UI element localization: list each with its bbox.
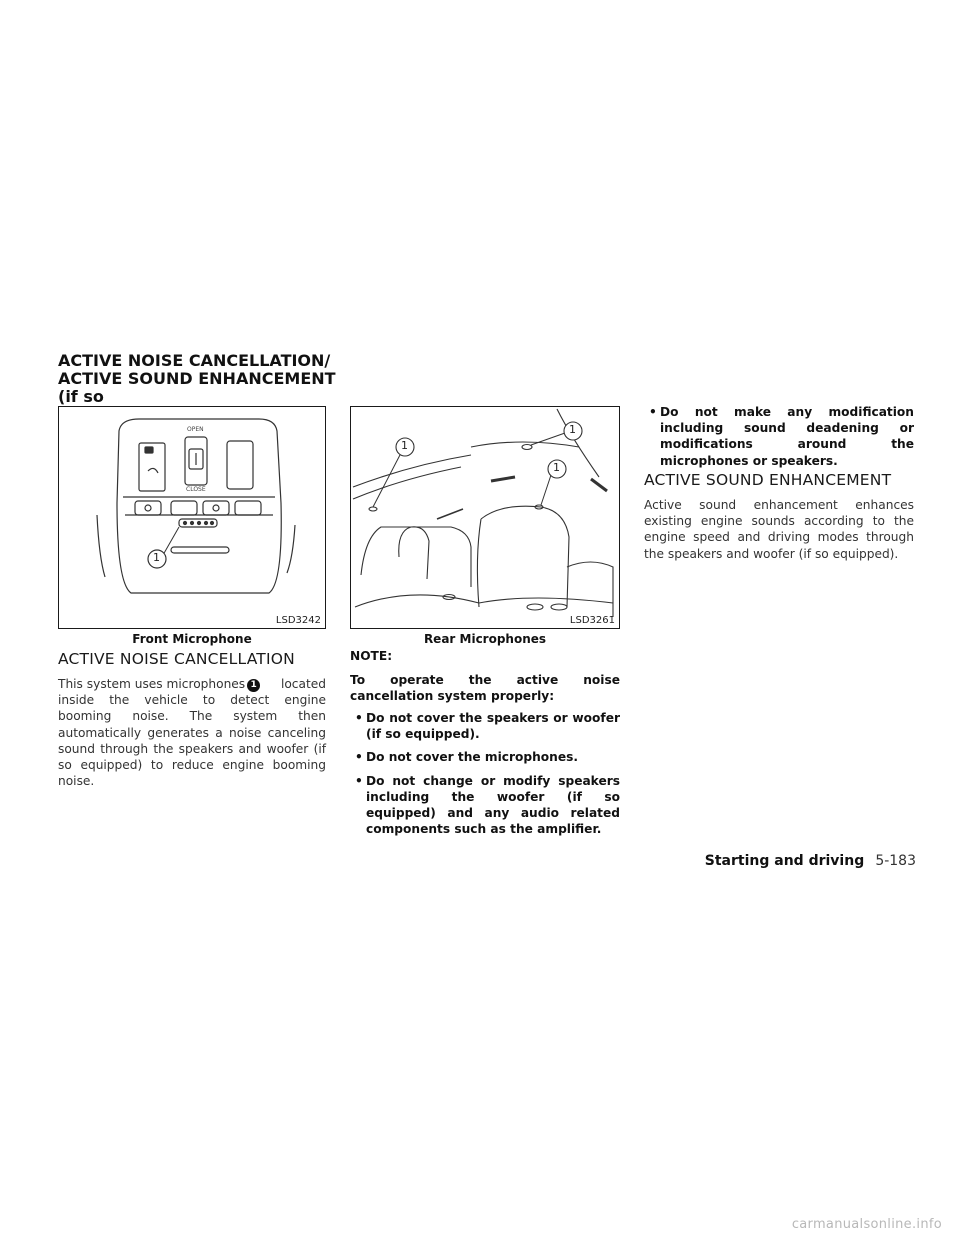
front-microphone-illustration <box>59 407 325 628</box>
anc-heading: ACTIVE NOISE CANCELLATION <box>58 650 295 668</box>
console-label-open: OPEN <box>187 426 204 433</box>
page-number: 5-183 <box>875 853 916 869</box>
reference-marker: 1 <box>247 679 260 692</box>
anc-text: This system uses microphones <box>58 677 246 691</box>
callout-1: 1 <box>153 551 160 564</box>
rear-microphones-illustration <box>351 407 619 628</box>
front-microphone-figure <box>58 406 326 629</box>
callout-1: 1 <box>569 423 576 436</box>
note-bullet-list <box>350 710 620 837</box>
callout-1: 1 <box>553 461 560 474</box>
list-item: • Do not cover the microphones. <box>355 750 579 765</box>
note-intro: To operate the active noise cancellation system properly: <box>350 673 620 704</box>
callout-1: 1 <box>401 439 408 452</box>
page-footer <box>700 850 916 869</box>
figure-caption: Rear Microphones <box>423 632 547 646</box>
figure-code: LSD3261 <box>569 615 615 626</box>
footer-section: Starting and driving <box>704 853 865 869</box>
ase-paragraph: Active sound enhancement enhances existing engine sounds according to the engine speed and driving modes through the speakers and woofer (if so equipped). <box>644 498 914 561</box>
figure-code: LSD3242 <box>275 615 321 626</box>
section-title-line: ACTIVE SOUND ENHANCEMENT (if so <box>58 369 336 406</box>
ase-heading: ACTIVE SOUND ENHANCEMENT <box>644 471 892 489</box>
console-label-close: CLOSE <box>186 486 206 493</box>
rear-microphones-figure <box>350 406 620 629</box>
note-bullet-list-continued <box>644 404 914 469</box>
figure-caption: Front Microphone <box>132 632 252 646</box>
list-item: • Do not change or modify speakers including the woofer (if so equipped) and any audio related components such as the amplifier. <box>355 773 620 837</box>
list-item: • Do not make any modification including sound deadening or modifications around the microphones or speakers. <box>649 405 914 468</box>
anc-paragraph <box>58 676 326 789</box>
anc-text: inside the vehicle to detect engine booming noise. The system then automatically generates a noise canceling sound through the speakers and woofer (if so equipped) to reduce engine booming noise. <box>58 693 326 789</box>
anc-text: located <box>280 677 326 691</box>
note-label: NOTE: <box>350 649 393 663</box>
list-item: • Do not cover the speakers or woofer (if so equipped). <box>355 711 620 742</box>
section-title-line: ACTIVE NOISE CANCELLATION/ <box>58 351 331 370</box>
watermark: carmanualsonline.info <box>791 1217 942 1232</box>
